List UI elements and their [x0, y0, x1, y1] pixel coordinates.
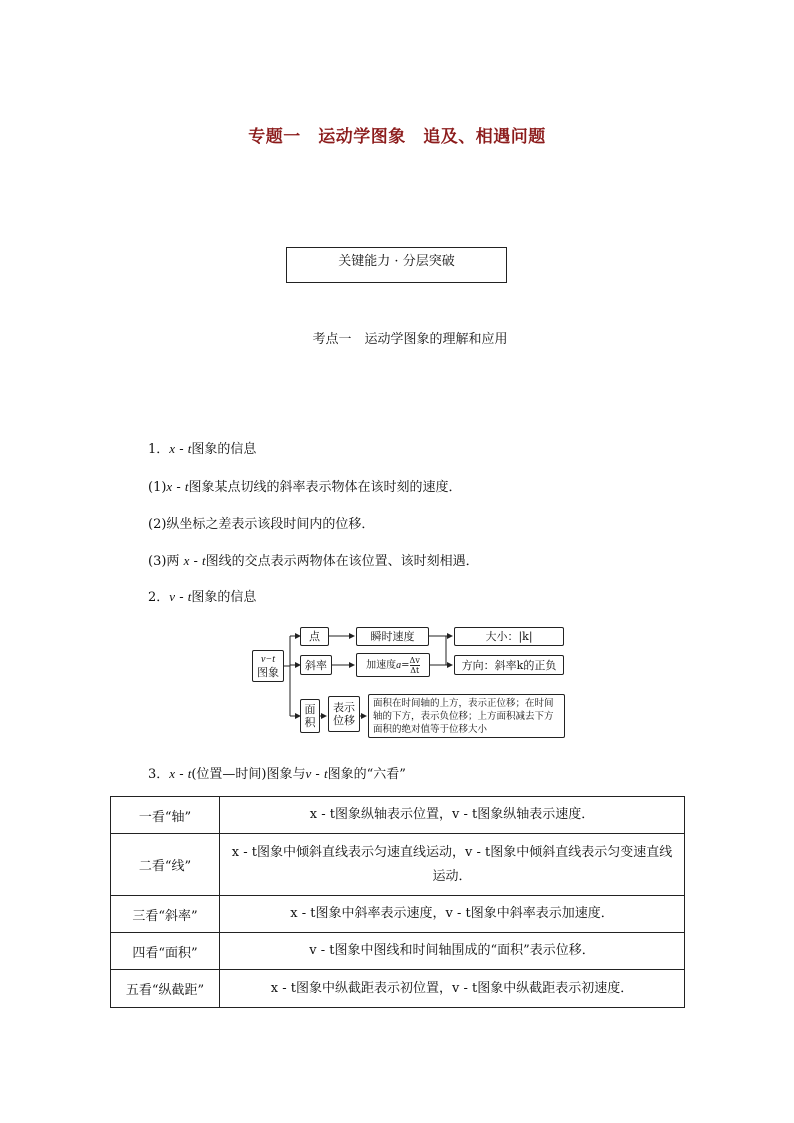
direction-label: 方向：斜率k的正负 [461, 658, 557, 672]
paragraph-slope [148, 476, 462, 495]
var-v: v [305, 766, 312, 781]
heading-text: 图象的信息 [191, 442, 257, 457]
box-area-description [368, 694, 565, 738]
row-description: x - t图象中斜率表示速度，v - t图象中斜率表示加速度． [220, 896, 685, 933]
heading-six-looks [148, 763, 406, 782]
area-label-1: 面 [304, 703, 316, 716]
dash: - [311, 767, 324, 782]
box-area [300, 699, 320, 733]
paragraph-intersection [148, 550, 479, 569]
row-label: 二看“线” [111, 834, 220, 896]
row-description: v - t图象中图线和时间轴围成的“面积”表示位移． [220, 933, 685, 970]
fraction-numerator: Δv [409, 655, 420, 665]
document-title: 专题一 运动学图象 追及、相遇问题 [248, 127, 546, 147]
var-x: x [166, 479, 173, 494]
accel-symbol: a [396, 659, 402, 671]
var-t: t [187, 441, 192, 456]
table-row [111, 970, 685, 1008]
table-row [111, 797, 685, 834]
item-number: 1． [148, 442, 170, 457]
heading-text: 图象的信息 [191, 590, 257, 605]
root-label-vt: v−t [261, 654, 275, 665]
dash: - [172, 480, 185, 495]
para-prefix: (3)两 [148, 554, 180, 569]
table-row [111, 834, 685, 896]
row-label: 四看“面积” [111, 933, 220, 970]
row-description: x - t图象中倾斜直线表示匀速直线运动，v - t图象中倾斜直线表示匀变速直线运动． [220, 834, 685, 896]
para-prefix: (1) [148, 480, 167, 495]
fraction-denominator: Δt [410, 665, 420, 675]
dash: - [189, 554, 203, 569]
box-magnitude [454, 627, 564, 646]
section-box [286, 247, 507, 283]
box-represents-displacement [328, 696, 360, 732]
six-looks-table [110, 796, 685, 1008]
row-label: 一看“轴” [111, 797, 220, 834]
heading-vt-info [148, 586, 256, 605]
var-x: x [169, 441, 176, 456]
row-label: 三看“斜率” [111, 896, 220, 933]
para-text: 图线的交点表示两物体在该位置、该时刻相遇． [205, 554, 479, 569]
displacement-label: 位移 [333, 714, 355, 727]
slope-label: 斜率 [305, 658, 327, 672]
table-row [111, 933, 685, 970]
instant-speed-label: 瞬时速度 [370, 630, 415, 643]
var-t: t [184, 479, 189, 494]
root-label-graph: 图象 [257, 666, 279, 679]
point-label: 点 [309, 630, 320, 643]
heading-xt-info [148, 438, 256, 457]
row-description: x - t图象中纵截距表示初位置，v - t图象中纵截距表示初速度． [220, 970, 685, 1008]
dash: - [175, 590, 188, 605]
area-label-2: 积 [304, 716, 316, 729]
area-description: 面积在时间轴的上方，表示正位移；在时间轴的下方，表示负位移；上方面积减去下方面积的绝对值等于位移大小 [373, 697, 554, 735]
vt-info-diagram [252, 624, 572, 742]
box-slope [300, 655, 332, 675]
item-number: 2． [148, 590, 170, 605]
table-row [111, 896, 685, 933]
var-t: t [187, 589, 192, 604]
root-box-vt-graph [252, 650, 284, 682]
box-instant-speed [356, 627, 429, 646]
box-point [300, 627, 329, 646]
row-description: x - t图象纵轴表示位置，v - t图象纵轴表示速度． [220, 797, 685, 834]
var-v: v [169, 589, 176, 604]
box-direction [454, 655, 564, 675]
represents-label: 表示 [333, 701, 355, 714]
para-text: 图象某点切线的斜率表示物体在该时刻的速度． [188, 480, 462, 495]
var-t: t [187, 766, 192, 781]
var-t: t [202, 553, 206, 568]
section-box-label: 关键能力 · 分层突破 [338, 254, 455, 269]
dash: - [175, 767, 188, 782]
row-label: 五看“纵截距” [111, 970, 220, 1008]
magnitude-label: 大小：|k| [485, 630, 533, 643]
paragraph-displacement: (2)纵坐标之差表示该段时间内的位移． [148, 517, 375, 532]
var-t: t [323, 766, 328, 781]
accel-fraction [410, 656, 420, 675]
var-x: x [183, 553, 190, 568]
heading-text: 图象的“六看” [327, 767, 406, 782]
accel-label: 加速度 [366, 659, 397, 671]
heading-middle: (位置—时间)图象与 [191, 767, 306, 782]
box-acceleration [356, 653, 430, 677]
topic-heading: 考点一 运动学图象的理解和应用 [312, 332, 508, 347]
equals-sign: = [401, 659, 410, 671]
item-number: 3． [148, 767, 170, 782]
var-x: x [169, 766, 176, 781]
dash: - [175, 442, 188, 457]
